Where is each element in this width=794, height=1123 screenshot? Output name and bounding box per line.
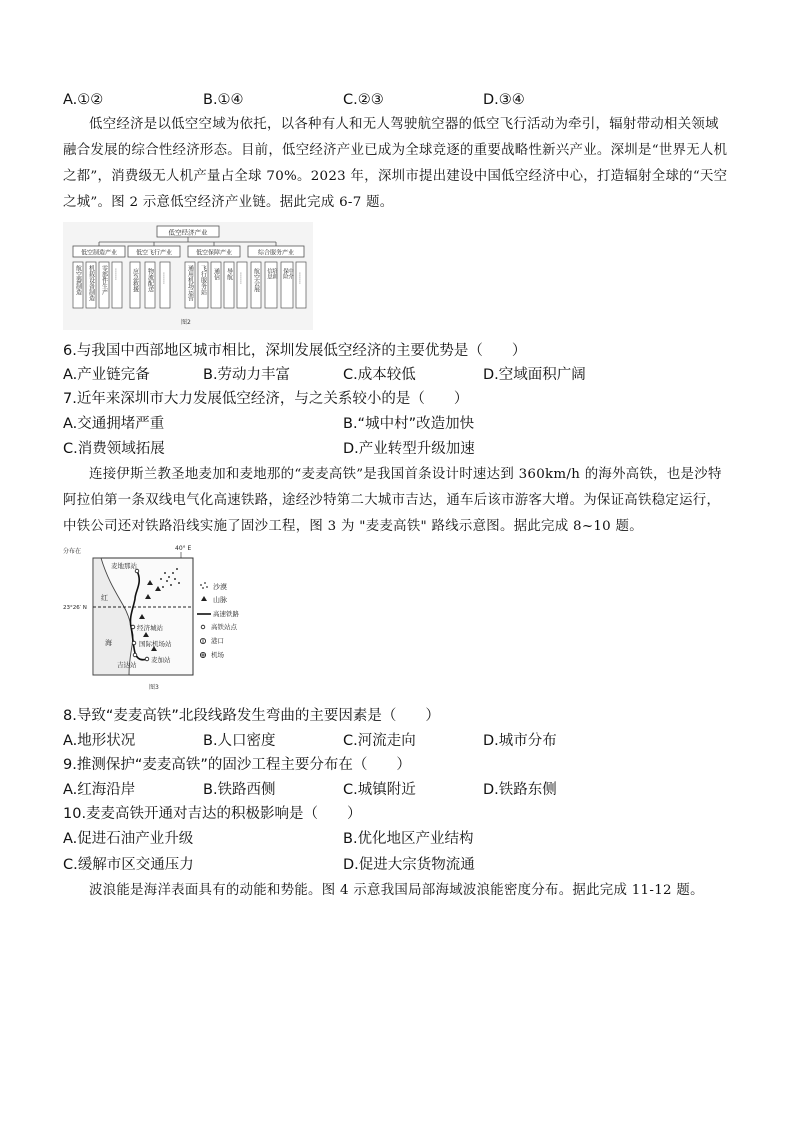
q8-option-a: A.地形状况 bbox=[63, 733, 136, 749]
fig2-leaf-3-1: 通用机场运营 bbox=[186, 265, 194, 301]
q6-stem: 6.与我国中西部地区城市相比，深圳发展低空经济的主要优势是（ ） bbox=[63, 343, 527, 359]
fig2-branch-2: 低空飞行产业 bbox=[135, 249, 173, 257]
fig3-station-economic-city: 经济城站 bbox=[137, 624, 163, 632]
fig3-caption: 图3 bbox=[149, 684, 159, 691]
q5-option-d: D.③④ bbox=[483, 92, 525, 108]
q7-option-b: B.“城中村”改造加快 bbox=[343, 416, 475, 432]
passage1-text: 低空经济是以低空空域为依托，以各种有人和无人驾驶航空器的低空飞行活动为牵引，辐射带动相关领域融合发展的综合性经济形态。目前，低空经济产业已成为全球竞逐的重要战略性新兴产业。深圳是“世界无人机之都”，消费级无人机产量占全球 70%。2023 年，深圳市提出建设中国低空经济中心，打造辐射全球的“天空之城”。图 2 示意低空经济产业链。据此完成 6-7 题。 bbox=[63, 117, 728, 210]
fig2-leaf-3-2: 飞行服务站 bbox=[199, 265, 207, 295]
passage2-text: 连接伊斯兰教圣地麦加和麦地那的“麦麦高铁”是我国首条设计时速达到 360km/h 的海外高铁，也是沙特阿拉伯第一条双线电气化高速铁路，途经沙特第二大城市吉达，通车后该市游客大增。为保证高铁稳定运行，中铁公司还对铁路沿线实施了固沙工程，图 3 为 "麦麦高铁" 路线示意图。据此完成 8~10 题。 bbox=[63, 467, 722, 534]
fig2-leaf-1-1: 航空器制造 bbox=[74, 265, 82, 295]
fig3-station-mecca: 麦加站 bbox=[151, 656, 171, 664]
fig2-leaf-4-1: 航空会展 bbox=[252, 268, 260, 292]
fig3-sea-label-1: 红 bbox=[101, 594, 108, 602]
fig2-leaf-4-2: 信息 bbox=[266, 268, 272, 279]
q6-option-d: D.空域面积广阔 bbox=[483, 367, 586, 383]
legend-desert: 沙漠 bbox=[213, 583, 227, 591]
fig2-branch-1: 低空制造产业 bbox=[80, 249, 118, 257]
q6-option-a: A.产业链完备 bbox=[63, 367, 150, 383]
fig2-leaf-3-3: 通信 bbox=[212, 268, 220, 280]
q10-option-b: B.优化地区产业结构 bbox=[343, 831, 474, 847]
legend-airport: 机场 bbox=[211, 651, 224, 659]
fig2-leaf-2-2: 物流配送 bbox=[146, 268, 154, 292]
q10-option-d: D.促进大宗货物流通 bbox=[343, 857, 475, 873]
fig2-leaf-1-3: 零部件生产 bbox=[100, 265, 108, 295]
fig3-top-left: 分布在 bbox=[63, 548, 82, 555]
figure-3-railway-map bbox=[63, 543, 253, 695]
q5-option-c: C.②③ bbox=[343, 92, 384, 108]
passage-low-altitude-economy bbox=[63, 112, 731, 216]
fig3-lat: 23°26′ N bbox=[63, 605, 87, 611]
fig3-lon: 40° E bbox=[175, 545, 192, 552]
q9-option-d: D.铁路东侧 bbox=[483, 782, 557, 798]
q8-option-b: B.人口密度 bbox=[203, 733, 276, 749]
legend-railway: 高速铁路 bbox=[213, 610, 239, 618]
fig2-branch-3: 低空保障产业 bbox=[195, 249, 233, 257]
fig2-leaf-4-5: 中介 bbox=[287, 268, 293, 279]
q5-option-a: A.①② bbox=[63, 92, 104, 108]
q8-option-d: D.城市分布 bbox=[483, 733, 557, 749]
q10-option-a: A.促进石油产业升级 bbox=[63, 831, 194, 847]
q7-stem: 7.近年来深圳市大力发展低空经济，与之关系较小的是（ ） bbox=[63, 391, 469, 407]
fig2-leaves-3 bbox=[185, 262, 247, 308]
passage-haramain-railway bbox=[63, 462, 731, 540]
passage-wave-energy bbox=[63, 878, 731, 904]
fig2-leaf-2-3: …… bbox=[161, 272, 169, 284]
fig2-leaf-4-4: 保险 bbox=[282, 268, 288, 279]
fig2-leaf-2-1: 应急救援 bbox=[131, 268, 139, 292]
fig2-leaf-3-4: 导航 bbox=[225, 268, 233, 280]
fig2-leaf-1-4: …… bbox=[113, 268, 121, 280]
legend-station: 高铁站点 bbox=[211, 623, 237, 631]
fig3-sea-label-2: 海 bbox=[105, 639, 112, 647]
q8-stem: 8.导致“麦麦高铁”北段线路发生弯曲的主要因素是（ ） bbox=[63, 708, 440, 724]
figure-2-industry-chain bbox=[63, 222, 313, 330]
q6-option-c: C.成本较低 bbox=[343, 367, 416, 383]
q9-option-a: A.红海沿岸 bbox=[63, 782, 136, 798]
fig2-branch-4: 综合服务产业 bbox=[257, 249, 295, 257]
fig3-station-medina: 麦地那站 bbox=[111, 562, 137, 570]
q9-option-c: C.城镇附近 bbox=[343, 782, 416, 798]
legend-port: 港口 bbox=[211, 637, 224, 645]
passage3-text: 波浪能是海洋表面具有的动能和势能。图 4 示意我国局部海域波浪能密度分布。据此完成 11-12 题。 bbox=[89, 883, 704, 898]
q7-option-d: D.产业转型升级加速 bbox=[343, 441, 475, 457]
fig2-leaf-1-2: 机载设备制造 bbox=[87, 265, 95, 301]
q6-option-b: B.劳动力丰富 bbox=[203, 367, 291, 383]
q5-option-b: B.①④ bbox=[203, 92, 244, 108]
q10-stem: 10.麦麦高铁开通对吉达的积极影响是（ ） bbox=[63, 806, 362, 822]
fig3-station-jeddah: 吉达站 bbox=[117, 661, 137, 669]
fig2-leaves-2 bbox=[130, 262, 170, 308]
q9-option-b: B.铁路西侧 bbox=[203, 782, 276, 798]
legend-mountain: 山脉 bbox=[213, 596, 227, 604]
fig3-station-airport: 国际机场站 bbox=[139, 640, 172, 648]
q7-option-a: A.交通拥堵严重 bbox=[63, 416, 165, 432]
fig2-leaf-4-3: 培训 bbox=[271, 268, 277, 279]
q8-option-c: C.河流走向 bbox=[343, 733, 416, 749]
fig2-root: 低空经济产业 bbox=[168, 228, 208, 237]
fig2-caption: 图2 bbox=[181, 319, 191, 326]
fig2-leaf-3-5: …… bbox=[238, 272, 246, 284]
q10-option-c: C.缓解市区交通压力 bbox=[63, 857, 194, 873]
fig2-leaf-4-6: …… bbox=[297, 272, 305, 284]
q7-option-c: C.消费领域拓展 bbox=[63, 441, 165, 457]
q9-stem: 9.推测保护“麦麦高铁”的固沙工程主要分布在（ ） bbox=[63, 757, 411, 773]
